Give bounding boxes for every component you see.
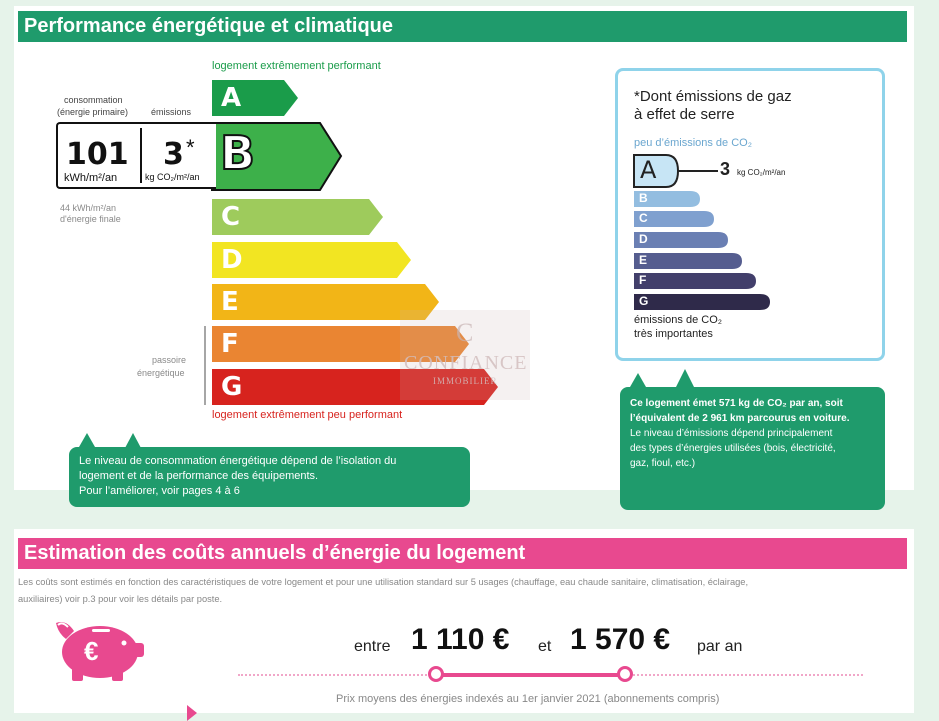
passoire-label-1: passoire [152, 355, 187, 365]
cost-range-min-marker [428, 666, 444, 682]
ges-bottom-2: très importantes [634, 328, 713, 340]
consumption-label-1: consommation [64, 95, 123, 105]
dpe-letter-e: E [221, 287, 239, 317]
costs-section-title-text: Estimation des coûts annuels d’énergie du logement [24, 542, 526, 564]
ges-note-line5: gaz, fioul, etc.) [630, 458, 696, 469]
cost-range-bar [430, 673, 625, 677]
energy-section-title-text: Performance énergétique et climatique [24, 15, 394, 37]
piggy-euro-symbol: € [84, 636, 99, 666]
ges-top-label: peu d’émissions de CO₂ [634, 137, 752, 149]
emissions-unit: kg CO₂/m²/an [145, 172, 200, 182]
ges-note-line2: l’équivalent de 2 961 km parcourus en voiture. [630, 413, 850, 424]
energy-note-line1: Le niveau de consommation énergétique dépend de l’isolation du [79, 455, 397, 467]
ges-bar-f [634, 273, 756, 289]
ges-note-bubble [620, 387, 885, 510]
dpe-letter-a: A [221, 83, 242, 113]
ges-unit: kg CO₂/m²/an [737, 168, 786, 177]
consumption-label-2: (énergie primaire) [57, 107, 129, 117]
costs-section-title [18, 538, 907, 569]
energy-top-label: logement extrêmement performant [212, 60, 381, 72]
ges-letter-g: G [639, 294, 649, 308]
ges-letter-a: A [640, 156, 657, 184]
ges-bottom-1: émissions de CO₂ [634, 314, 723, 326]
costs-intro-1: Les coûts sont estimés en fonction des caractéristiques de votre logement et pour une utilisation standard sur 5 usages (chauffage, eau chaude sanitaire, climatisation, éclairage, [18, 577, 749, 587]
energy-note-pointer [125, 433, 141, 448]
ges-letter-e: E [639, 253, 648, 267]
ges-letter-b: B [639, 191, 648, 205]
energy-note-line2: logement et de la performance des équipements. [79, 470, 319, 482]
ges-bar-e [634, 253, 742, 269]
consumption-value: 101 [66, 137, 129, 172]
ges-heading-1: *Dont émissions de gaz [634, 88, 792, 105]
ges-letter-c: C [639, 211, 648, 225]
cost-high: 1 570 € [570, 623, 671, 656]
dpe-letter-f: F [221, 329, 239, 359]
cost-and: et [538, 638, 552, 655]
cost-between: entre [354, 638, 391, 655]
dpe-letter-b: B [220, 126, 256, 180]
watermark-line1: CONFIANCE [404, 352, 528, 374]
passoire-label-2: énergétique [137, 368, 185, 378]
cost-per-year: par an [697, 638, 743, 655]
emissions-value: 3 [163, 137, 184, 172]
energy-bottom-label: logement extrêmement peu performant [212, 409, 403, 421]
dpe-letter-d: D [221, 245, 243, 275]
dpe-value-divider [140, 128, 142, 183]
final-energy-2: d'énergie finale [60, 214, 121, 224]
ges-note-line3: Le niveau d’émissions dépend principalement [630, 428, 833, 439]
ges-bar-g [634, 294, 770, 310]
dpe-letter-c: C [221, 202, 241, 232]
ges-note-line4: des types d’énergies utilisées (bois, électricité, [630, 443, 836, 454]
cost-range-max-marker [617, 666, 633, 682]
ges-letter-d: D [639, 232, 648, 246]
watermark-line2: IMMOBILIER [433, 376, 498, 386]
energy-note-bubble [69, 447, 470, 507]
emissions-star: * [186, 135, 195, 160]
ges-heading-2: à effet de serre [634, 106, 735, 123]
emissions-label: émissions [151, 107, 192, 117]
ges-value: 3 [720, 159, 731, 179]
cost-footnote: Prix moyens des énergies indexés au 1er janvier 2021 (abonnements compris) [336, 693, 720, 705]
ges-note-pointer [676, 369, 694, 387]
arrow-fragment [187, 705, 197, 721]
watermark-monogram: C [456, 318, 474, 347]
ges-letter-f: F [639, 273, 647, 287]
ges-note-line1: Ce logement émet 571 kg de CO₂ par an, soit [630, 398, 843, 409]
costs-intro-2: auxiliaires) voir p.3 pour voir les détails par poste. [18, 594, 223, 604]
consumption-unit: kWh/m²/an [64, 172, 118, 184]
energy-note-line3: Pour l’améliorer, voir pages 4 à 6 [79, 485, 240, 497]
final-energy-1: 44 kWh/m²/an [60, 203, 117, 213]
cost-low: 1 110 € [411, 623, 510, 656]
dpe-letter-g: G [221, 372, 243, 402]
ges-bar-d [634, 232, 728, 248]
